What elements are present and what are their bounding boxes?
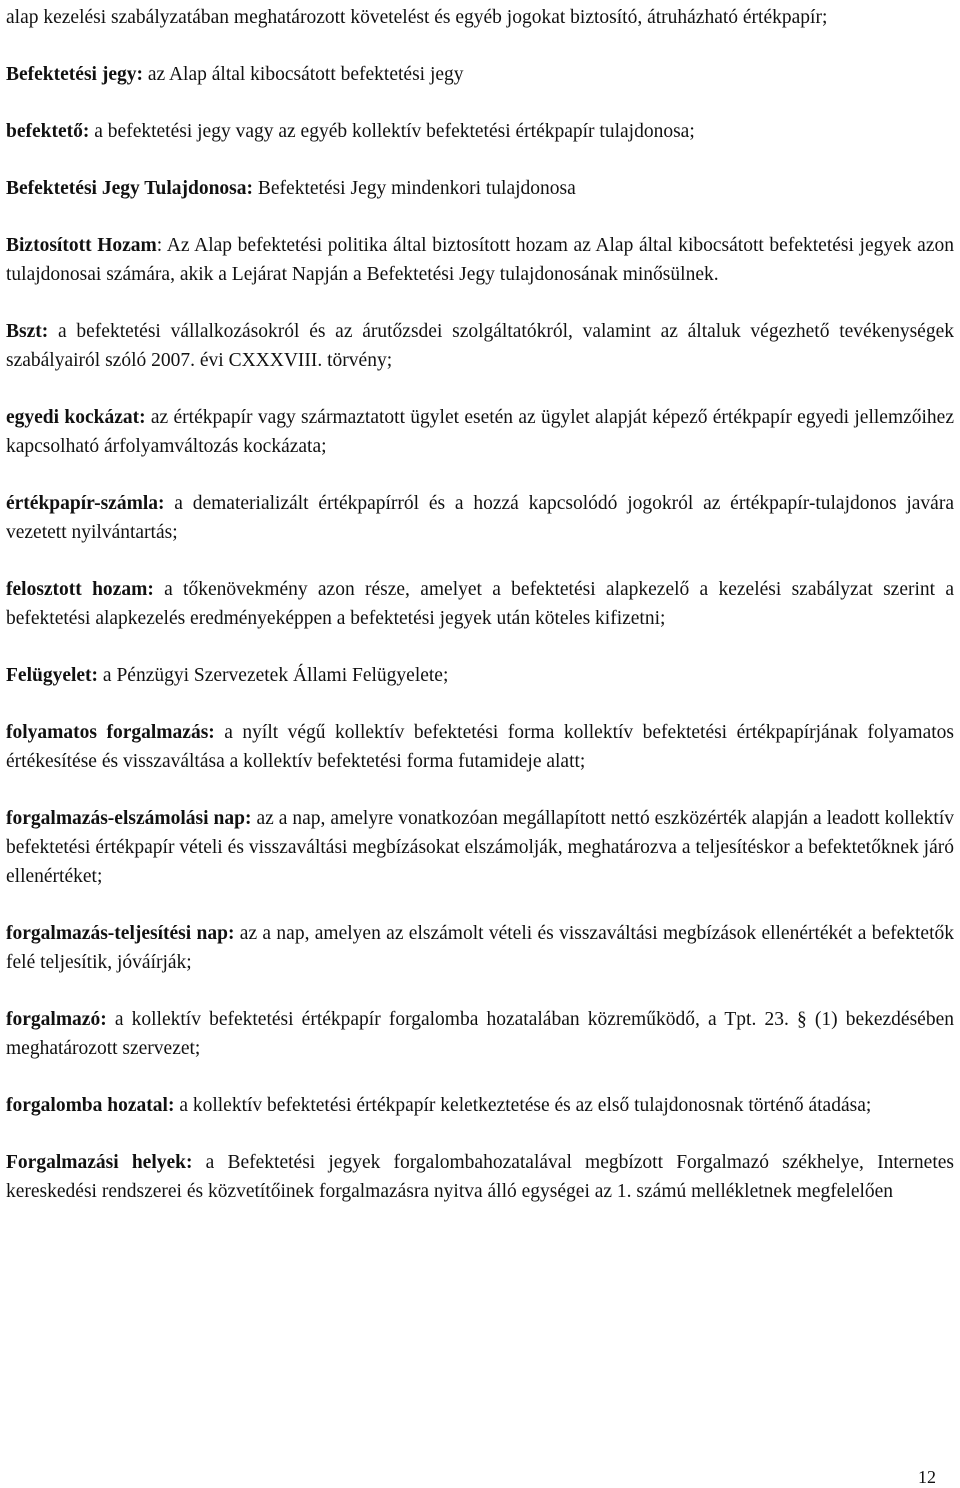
definition-text: a kollektív befektetési értékpapír keletkeztetése és az első tulajdonosnak történő átadása; xyxy=(174,1095,872,1116)
definition-text: a befektetési vállalkozásokról és az árutőzsdei szolgáltatókról, valamint az általuk végezhető tevékenységek szabályairól szóló 2007. évi CXXXVIII. törvény; xyxy=(6,321,954,371)
definition-paragraph-befektetesi-jegy xyxy=(6,60,954,89)
definition-paragraph-forgalmazasi-helyek xyxy=(6,1148,954,1206)
definition-text: a Befektetési jegyek forgalombahozatalával megbízott Forgalmazó székhelye, Internetes kereskedési rendszerei és közvetítőinek forgalmazásra nyitva álló egységei az 1. számú mellékletnek megfelelően xyxy=(6,1152,954,1202)
definition-text: az Alap által kibocsátott befektetési jegy xyxy=(142,64,464,85)
definition-paragraph-ertekpapir-szamla xyxy=(6,489,954,547)
page-number: 12 xyxy=(918,1467,936,1487)
definition-text: a befektetési jegy vagy az egyéb kollektív befektetési értékpapír tulajdonosa; xyxy=(89,121,695,142)
definition-paragraph-jegy-tulajdonosa xyxy=(6,174,954,203)
definition-term: folyamatos forgalmazás: xyxy=(6,722,215,743)
definition-text: az a nap, amelyre vonatkozóan megállapított nettó eszközérték alapján a leadott kollektív befektetési értékpapír vételi és visszaváltási megbízásokat elszámolják, meghatározva a teljesítéskor a befektetőknek járó ellenértéket; xyxy=(6,808,955,887)
definition-text: a dematerializált értékpapírról és a hozzá kapcsolódó jogokról az értékpapír-tulajdonos javára vezetett nyilvántartás; xyxy=(6,493,954,543)
definition-paragraph-befekteto xyxy=(6,117,954,146)
definition-term: Biztosított Hozam xyxy=(6,235,157,256)
definition-paragraph-elszamolasi-nap xyxy=(6,804,954,891)
definition-text: alap kezelési szabályzatában meghatározott követelést és egyéb jogokat biztosító, átruházható értékpapír; xyxy=(6,7,828,28)
definition-paragraph-teljesitesi-nap xyxy=(6,919,954,977)
definition-paragraph-folyamatos-forgalmazas xyxy=(6,718,954,776)
definition-term: felosztott hozam: xyxy=(6,579,154,600)
definition-paragraph-egyedi-kockazat xyxy=(6,403,954,461)
definition-paragraph-felugyelet xyxy=(6,661,954,690)
definition-text: Befektetési Jegy mindenkori tulajdonosa xyxy=(253,178,576,199)
definition-text: az értékpapír vagy származtatott ügylet esetén az ügylet alapját képező értékpapír egyedi jellemzőihez kapcsolható árfolyamváltozás kockázata; xyxy=(6,407,954,457)
definition-term: forgalmazás-teljesítési nap: xyxy=(6,923,235,944)
definition-term: Forgalmazási helyek: xyxy=(6,1152,193,1173)
definition-paragraph-felosztott-hozam xyxy=(6,575,954,633)
definition-text: a kollektív befektetési értékpapír forgalomba hozatalában közreműködő, a Tpt. 23. § (1) bekezdésében meghatározott szervezet; xyxy=(6,1009,954,1059)
definition-text: a nyílt végű kollektív befektetési forma kollektív befektetési értékpapírjának folyamatos értékesítése és visszaváltása a kollektív befektetési forma futamideje alatt; xyxy=(6,722,954,772)
definition-term: Befektetési jegy: xyxy=(6,64,143,85)
definition-term: forgalomba hozatal: xyxy=(6,1095,175,1116)
definition-term: forgalmazó: xyxy=(6,1009,107,1030)
definition-paragraph-forgalomba-hozatal xyxy=(6,1091,954,1120)
definition-text: a tőkenövekmény azon része, amelyet a befektetési alapkezelő a kezelési szabályzat szerint a befektetési alapkezelés eredményeképpen a befektetési jegyek után köteles kifizetni; xyxy=(6,579,954,629)
definition-paragraph-biztositott-hozam xyxy=(6,231,954,289)
definition-paragraph-bszt xyxy=(6,317,954,375)
definition-term: egyedi kockázat: xyxy=(6,407,146,428)
definition-text: : Az Alap befektetési politika által biztosított hozam az Alap által kibocsátott befektetési jegyek azon tulajdonosai számára, akik a Lejárat Napján a Befektetési Jegy tulajdonosának minősülnek. xyxy=(6,235,954,285)
definition-paragraph-forgalmazo xyxy=(6,1005,954,1063)
definition-text: a Pénzügyi Szervezetek Állami Felügyelete; xyxy=(98,665,449,686)
definition-term: Felügyelet: xyxy=(6,665,99,686)
definition-term: Befektetési Jegy Tulajdonosa: xyxy=(6,178,254,199)
definition-term: értékpapír-számla: xyxy=(6,493,165,514)
definition-term: befektető: xyxy=(6,121,90,142)
definition-term: Bszt: xyxy=(6,321,49,342)
definition-text: az a nap, amelyen az elszámolt vételi és visszaváltási megbízások ellenértékét a befektetők felé teljesítik, jóváírják; xyxy=(6,923,954,973)
definition-paragraph-continuation xyxy=(6,3,954,32)
document-page xyxy=(6,3,954,1234)
definition-term: forgalmazás-elszámolási nap: xyxy=(6,808,252,829)
